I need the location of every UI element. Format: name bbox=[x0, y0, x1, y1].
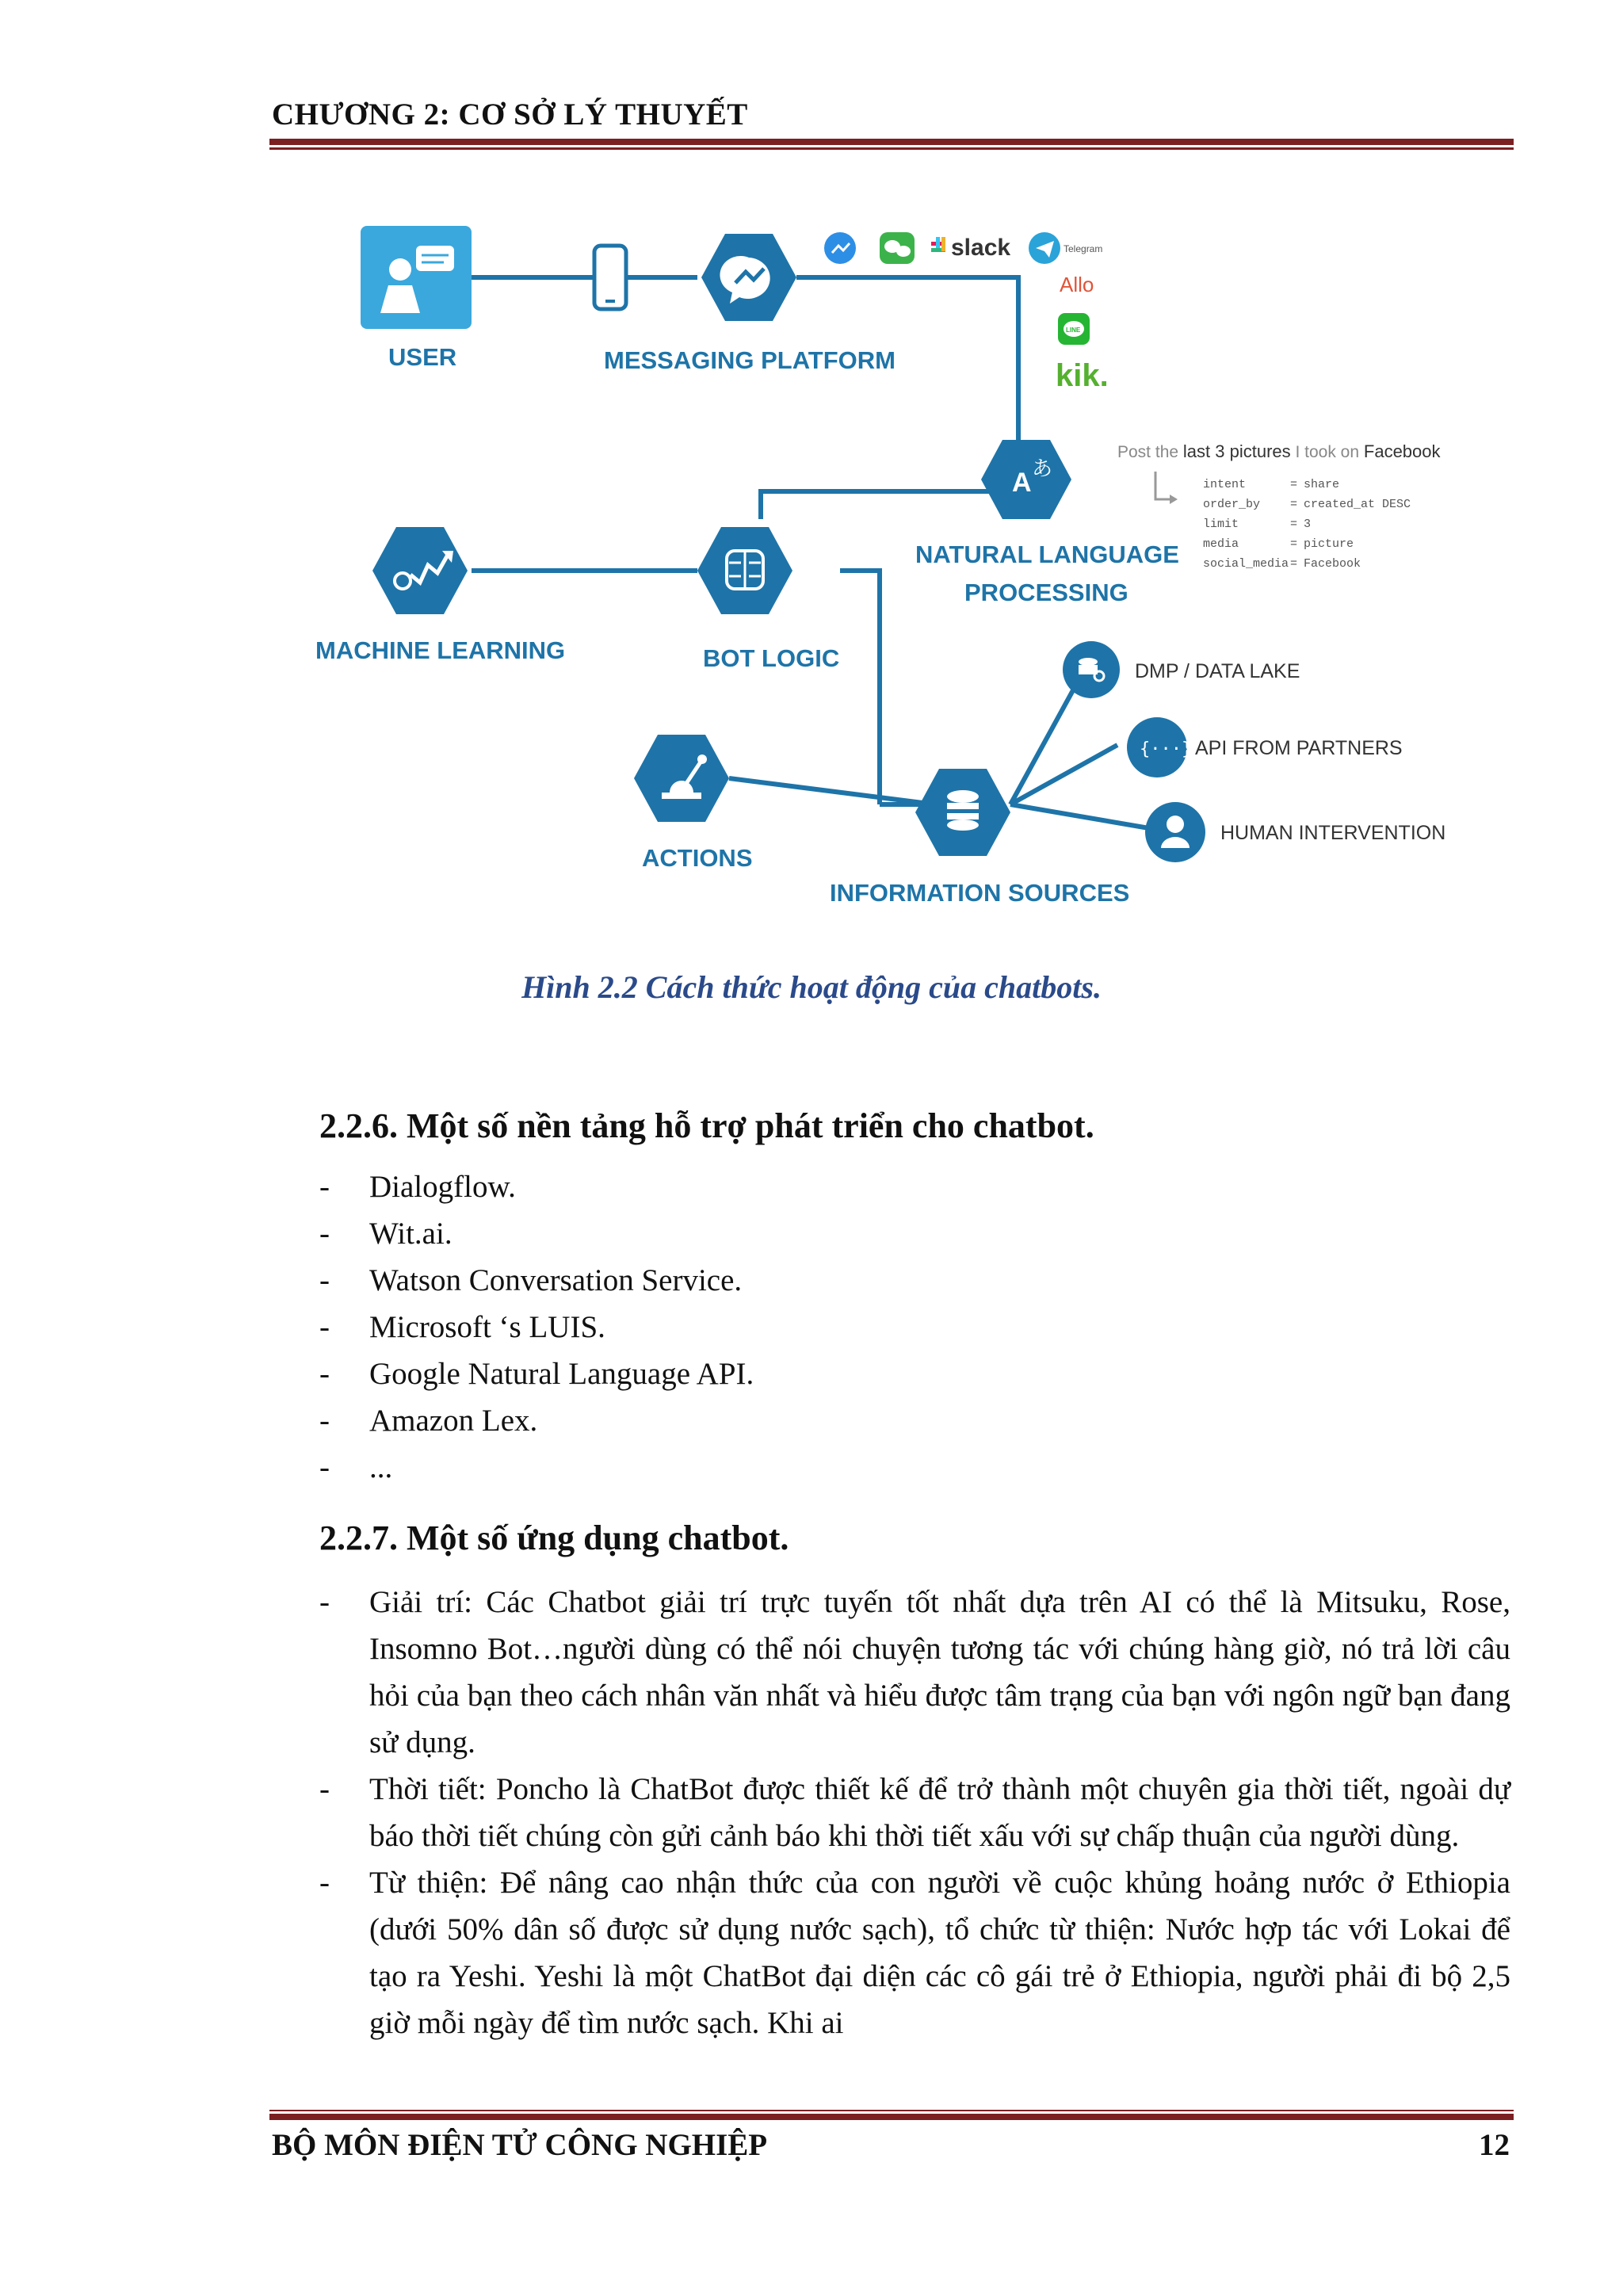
list-item: - Dialogflow. bbox=[319, 1170, 516, 1204]
nlp-hex-icon bbox=[981, 440, 1071, 519]
nlp-row-key: limit bbox=[1203, 518, 1239, 531]
nlp-row-equals: = bbox=[1290, 498, 1298, 511]
user-node bbox=[361, 226, 472, 329]
nlp-row-value: 3 bbox=[1304, 518, 1312, 531]
nlp-example-highlight: last 3 pictures bbox=[1182, 441, 1291, 461]
nlp-row-equals: = bbox=[1290, 537, 1298, 551]
svg-text:{···}: {···} bbox=[1140, 739, 1193, 759]
kik-text: kik. bbox=[1056, 358, 1109, 393]
api-circle-icon bbox=[1127, 717, 1192, 777]
information-sources-label: INFORMATION SOURCES bbox=[830, 879, 1130, 907]
figure-caption: Hình 2.2 Cách thức hoạt động của chatbots. bbox=[521, 969, 1102, 1005]
list-item: - ... bbox=[319, 1450, 393, 1484]
chatbot-diagram bbox=[301, 202, 1450, 931]
nlp-row-key: social_media bbox=[1203, 557, 1289, 571]
messaging-platform-label: MESSAGING PLATFORM bbox=[604, 346, 896, 374]
slack-text: slack bbox=[951, 235, 1011, 261]
svg-text:Post the last 3 pictures bbox=[1117, 441, 1442, 461]
nlp-row-key: intent bbox=[1203, 478, 1247, 491]
list-item: - Giải trí: Các Chatbot giải trí trực tuyến tốt nhất dựa trên AI có thể là Mitsuku, Rose, Insomno Bot…người dùng có thể nói chuyện tương tác với chúng hàng giờ, nó trả lời câu hỏi của bạn theo cách nhân văn nhất và hiểu được tâm trạng của bạn với ngôn ngữ bạn đang sử dụng. bbox=[319, 1585, 1510, 1759]
platform-list bbox=[319, 1163, 754, 1491]
application-list bbox=[319, 1579, 1510, 2046]
api-label: API FROM PARTNERS bbox=[1195, 737, 1403, 759]
human-label: HUMAN INTERVENTION bbox=[1220, 822, 1446, 844]
nlp-row-equals: = bbox=[1290, 478, 1298, 491]
dmp-label: DMP / DATA LAKE bbox=[1135, 660, 1300, 682]
list-item: - Amazon Lex. bbox=[319, 1404, 538, 1438]
actions-label: ACTIONS bbox=[642, 844, 753, 872]
human-circle-icon bbox=[1145, 802, 1205, 862]
slack-logo-icon bbox=[931, 237, 945, 252]
nlp-row-equals: = bbox=[1290, 557, 1298, 571]
svg-text:A: A bbox=[1012, 468, 1032, 498]
nlp-label-line2: PROCESSING bbox=[964, 579, 1128, 606]
svg-text:あ: あ bbox=[1032, 457, 1053, 481]
nlp-example-prefix: Post the bbox=[1117, 443, 1179, 461]
nlp-row-value: created_at DESC bbox=[1304, 498, 1411, 511]
nlp-row-value: share bbox=[1304, 478, 1340, 491]
machine-learning-hex-icon bbox=[372, 527, 468, 614]
footer-rule bbox=[269, 2110, 1514, 2120]
nlp-label-line1: NATURAL LANGUAGE bbox=[915, 541, 1179, 568]
phone-icon bbox=[594, 246, 626, 309]
nlp-example-target: Facebook bbox=[1363, 441, 1441, 461]
nlp-row-key: media bbox=[1203, 537, 1239, 551]
list-item: - Watson Conversation Service. bbox=[319, 1263, 743, 1297]
list-item: - Google Natural Language API. bbox=[319, 1357, 754, 1391]
bot-logic-label: BOT LOGIC bbox=[703, 644, 840, 672]
machine-learning-label: MACHINE LEARNING bbox=[315, 636, 566, 664]
page-number: 12 bbox=[1479, 2128, 1510, 2162]
section-226-title: 2.2.6. Một số nền tảng hỗ trợ phát triển cho chatbot. bbox=[319, 1106, 1094, 1145]
nlp-row-value: Facebook bbox=[1304, 557, 1361, 571]
actions-hex-icon bbox=[634, 735, 729, 822]
bot-logic-hex-icon bbox=[697, 527, 792, 614]
header-rule bbox=[269, 139, 1514, 150]
user-label: USER bbox=[388, 343, 457, 371]
list-item: - Wit.ai. bbox=[319, 1217, 453, 1251]
footer-department: BỘ MÔN ĐIỆN TỬ CÔNG NGHIỆP bbox=[272, 2128, 768, 2162]
information-sources-hex-icon bbox=[915, 769, 1010, 856]
nlp-row-value: picture bbox=[1304, 537, 1354, 551]
section-227-title: 2.2.7. Một số ứng dụng chatbot. bbox=[319, 1519, 789, 1557]
nlp-row-key: order_by bbox=[1203, 498, 1261, 511]
dmp-circle-icon bbox=[1063, 641, 1120, 698]
nlp-row-equals: = bbox=[1290, 518, 1298, 531]
chapter-header-title: CHƯƠNG 2: CƠ SỞ LÝ THUYẾT bbox=[272, 97, 748, 132]
allo-text: Allo bbox=[1060, 273, 1094, 296]
nlp-example-mid: I took on bbox=[1295, 443, 1360, 461]
messenger-hex-icon bbox=[701, 234, 796, 321]
line-text: LINE bbox=[1066, 327, 1081, 334]
list-item: - Thời tiết: Poncho là ChatBot được thiết kế để trở thành một chuyên gia thời tiết, ngoài dự báo thời tiết chúng còn gửi cảnh báo khi thời tiết xấu với sự chấp thuận của người dùng. bbox=[319, 1772, 1510, 1853]
telegram-text: Telegram bbox=[1064, 243, 1103, 254]
list-item: - Microsoft ‘s LUIS. bbox=[319, 1310, 605, 1344]
list-item: - Từ thiện: Để nâng cao nhận thức của con người về cuộc khủng hoảng nước ở Ethiopia (dưới 50% dân số được sử dụng nước sạch), tổ chức từ thiện: Nước hợp tác với Lokai để tạo ra Yeshi. Yeshi là một ChatBot đại diện các cô gái trẻ ở Ethiopia, người phải đi bộ 2,5 giờ mỗi ngày để tìm nước sạch. Khi ai bbox=[319, 1866, 1510, 2040]
